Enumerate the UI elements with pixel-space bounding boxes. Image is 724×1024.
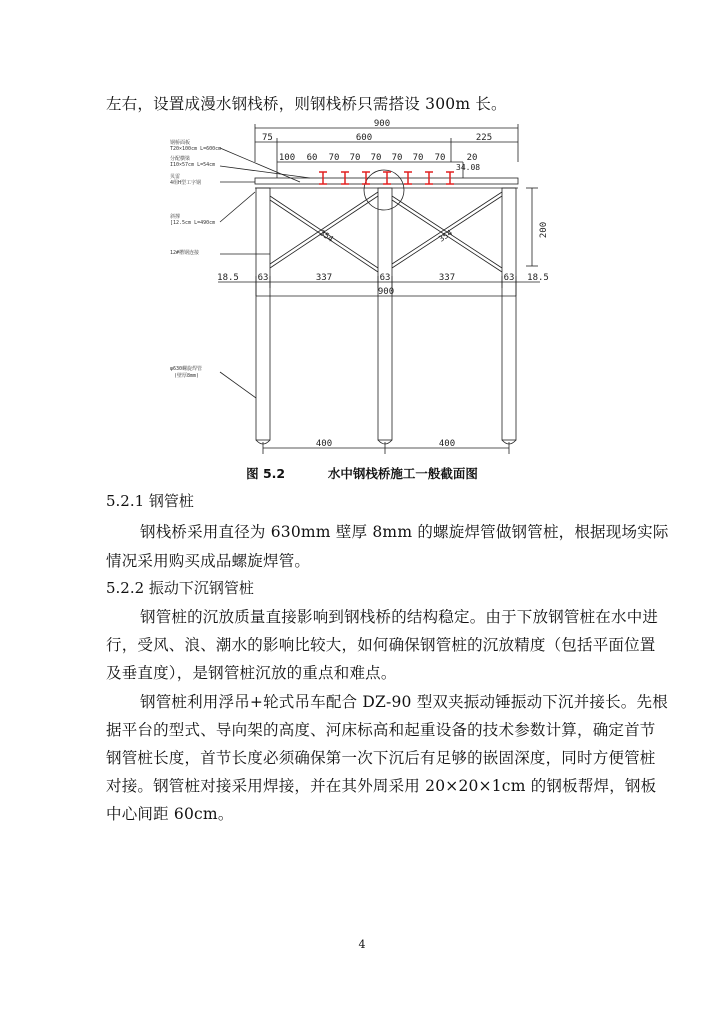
label-beams-spec: 4组H型工字钢 [170, 180, 202, 186]
intro-line: 左右，设置成漫水钢栈桥，则钢栈桥只需搭设 300m 长。 [106, 95, 507, 113]
dim-brace-left: 354 [317, 228, 335, 244]
bottom-dim-label: 337 [438, 273, 456, 283]
figure-caption-title: 水中钢栈桥施工一般截面图 [327, 466, 478, 481]
paragraph-line: 钢管桩利用浮吊+轮式吊车配合 DZ-90 型双夹振动锤振动下沉并接长。先根 [140, 693, 668, 711]
paragraph-line: 行，受风、浪、潮水的影响比较大，如何确保钢管桩的沉放精度（包括平面位置 [106, 636, 656, 654]
dim-bottom-total: 900 [377, 287, 395, 297]
paragraph-line: 及垂直度），是钢管桩沉放的重点和难点。 [106, 664, 397, 682]
paragraph-line: 钢管桩的沉放质量直接影响到钢栈桥的结构稳定。由于下放钢管桩在水中进 [140, 608, 659, 626]
label-pile-spec: (壁厚8mm) [174, 373, 200, 379]
dim-brace-right: 354 [437, 228, 455, 244]
bottom-dim-label: 337 [315, 273, 333, 283]
section-heading-5-2-2: 5.2.2 振动下沉钢管桩 [106, 579, 254, 597]
bottom-dim-label: 18.5 [217, 273, 239, 283]
bottom-dim-label: 63 [379, 273, 391, 283]
figure-caption-number: 图 5.2 [246, 466, 286, 481]
beam-spacing-label: 70 [434, 153, 446, 163]
paragraph-line: 情况采用购买成品螺旋焊管。 [106, 552, 311, 570]
beam-spacing-label: 100 [278, 153, 296, 163]
bottom-dim-label: 18.5 [527, 273, 549, 283]
beam-spacing-label: 70 [349, 153, 361, 163]
label-deck-plate-spec: T20×100cm L=600cm [170, 146, 222, 152]
label-small-beam-spec: I10×57cm L=54cm [170, 162, 216, 168]
label-small-beam: 分配横梁 [170, 156, 191, 162]
dim-top-mid: 600 [355, 133, 373, 143]
beam-spacing-label: 70 [391, 153, 403, 163]
label-cross-brace-spec: [12.5cm L=490cm [170, 220, 216, 226]
figure-caption [0, 464, 724, 482]
dim-top-right: 225 [475, 133, 493, 143]
label-cross-brace: 斜撑 [170, 214, 181, 220]
label-deck-plate: 钢桥面板 [170, 140, 191, 146]
beam-spacing-label: 70 [412, 153, 424, 163]
beam-spacing-label: 60 [306, 153, 318, 163]
paragraph-line: 中心间距 60cm。 [106, 805, 234, 823]
beam-spacing-label: 20 [466, 153, 478, 163]
paragraph-line: 钢栈桥采用直径为 630mm 壁厚 8mm 的螺旋焊管做钢管桩，根据现场实际 [140, 523, 669, 541]
beam-spacing-label: 70 [328, 153, 340, 163]
dim-top-left: 75 [262, 133, 273, 143]
beam-spacing-label: 70 [370, 153, 382, 163]
paragraph-line: 对接。钢管桩对接采用焊接，并在其外周采用 20×20×1cm 的钢板帮焊，钢板 [106, 777, 657, 795]
paragraph-line: 钢管桩长度，首节长度必须确保第一次下沉后有足够的嵌固深度，同时方便管桩 [106, 749, 656, 767]
paragraph-line: 据平台的型式、导向架的高度、河床标高和起重设备的技术参数计算，确定首节 [106, 721, 656, 739]
bridge-cross-section-figure [160, 118, 560, 460]
pile-spacing-label: 400 [438, 439, 456, 449]
dim-total-top: 900 [373, 119, 391, 129]
label-channel: 12#槽钢连接 [170, 250, 200, 256]
dim-height: 200 [539, 221, 549, 239]
section-heading-5-2-1: 5.2.1 钢管桩 [106, 492, 194, 510]
pile-spacing-label: 400 [315, 439, 333, 449]
dim-side-value: 34.08 [456, 163, 481, 172]
bottom-dim-label: 63 [503, 273, 515, 283]
label-pile: φ630螺旋焊管 [170, 366, 203, 372]
label-beams: 贝雷 [170, 174, 181, 180]
bottom-dim-label: 63 [257, 273, 269, 283]
page-number: 4 [358, 938, 366, 951]
